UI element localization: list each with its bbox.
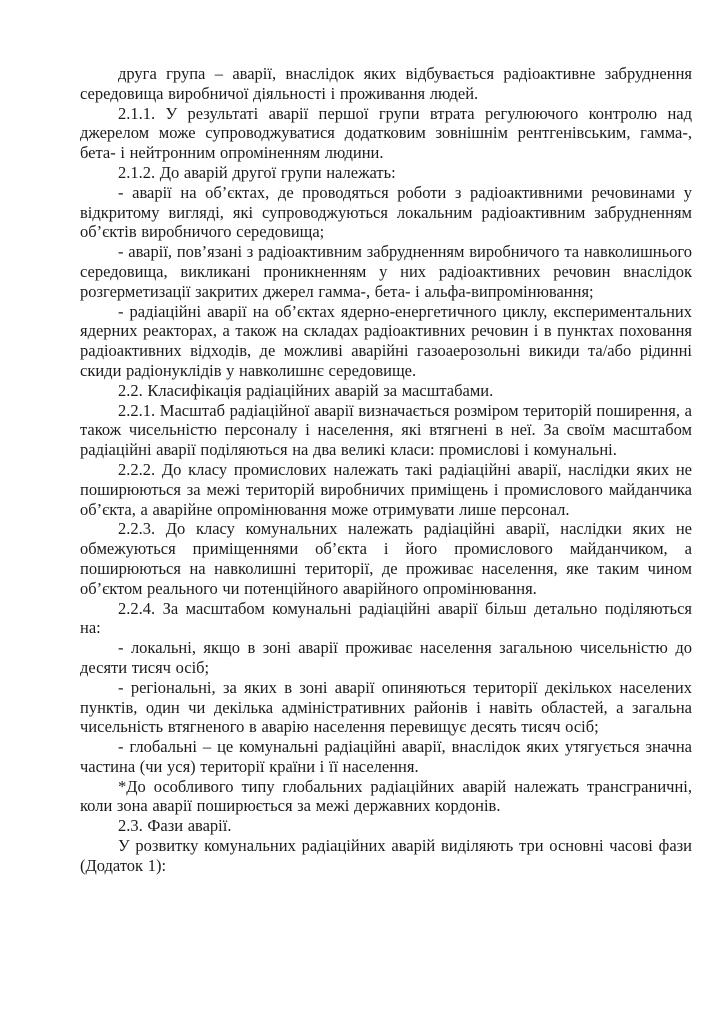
paragraph: 2.1.2. До аварій другої групи належать: (118, 162, 396, 182)
paragraph: - регіональні, за яких в зоні аварії опиняються території декількох населених пунктів, один чи декілька адміністративних районів і навіть областей, а загальна чисельність втягненого в аварію населення перевищує десять тисяч осіб; (80, 677, 692, 737)
paragraph: - аварії, пов’язані з радіоактивним забрудненням виробничого та навколишнього середовища, викликані проникненням у них радіоактивних речовин внаслідок розгерметизації закритих джерел гамма-, бета- і альфа-випромінювання; (80, 242, 692, 301)
paragraph: *До особливого типу глобальних радіаційних аварій належать трансграничні, коли зона аварії поширюється за межі державних кордонів. (80, 776, 692, 816)
paragraph: 2.1.1. У результаті аварії першої групи втрата регулюючого контролю над джерелом може супроводжуватися додатковим зовнішнім рентгенівським, гамма-, бета- і нейтронним опроміненням людини. (80, 103, 692, 163)
paragraph: 2.2.1. Масштаб радіаційної аварії визначається розміром територій поширення, а також чисельністю персоналу і населення, які втягнені в неї. За своїм масштабом радіаційні аварії поділяються на два великі класи: промислові і комунальні. (80, 400, 692, 460)
paragraph: 2.3. Фази аварії. (118, 816, 232, 836)
paragraph: 2.2.3. До класу комунальних належать радіаційні аварії, наслідки яких не обмежуються приміщеннями об’єкта і його промислового майданчиком, а поширюються на навколишні території, де проживає населення, яке таким чином об’єктом реального чи потенційного аварійного опромінювання. (80, 519, 692, 598)
paragraph: - локальні, якщо в зоні аварії проживає населення загальною чисельністю до десяти тисяч осіб; (80, 638, 692, 677)
paragraph: - глобальні – це комунальні радіаційні аварії, внаслідок яких утягується значна частина (чи уся) території країни і її населення. (80, 737, 692, 776)
paragraph: 2.2.2. До класу промислових належать такі радіаційні аварії, наслідки яких не поширюються за межі територій виробничих приміщень і промислового майданчика об’єкта, а аварійне опромінювання може отримувати лише персонал. (80, 459, 692, 519)
paragraph: - радіаційні аварії на об’єктах ядерно-енергетичного циклу, експериментальних ядерних реакторах, а також на складах радіоактивних речовин і в пунктах поховання радіоактивних відходів, де можливі аварійні газоаерозольні викиди та/або рідинні скиди радіонуклідів у навколишнє середовище. (80, 301, 692, 380)
paragraph: 2.2.4. За масштабом комунальні радіаційні аварії більш детально поділяються на: (80, 598, 692, 638)
paragraph: - аварії на об’єктах, де проводяться роботи з радіоактивними речовинами у відкритому вигляді, які супроводжуються локальним радіоактивним забрудненням об’єктів виробничого середовища; (80, 182, 692, 242)
paragraph: 2.2. Класифікація радіаційних аварій за масштабами. (118, 380, 494, 400)
paragraph: У розвитку комунальних радіаційних аварій виділяють три основні часові фази (Додаток 1): (80, 836, 692, 875)
paragraph: друга група – аварії, внаслідок яких відбувається радіоактивне забруднення середовища виробничої діяльності і проживання людей. (80, 64, 692, 103)
